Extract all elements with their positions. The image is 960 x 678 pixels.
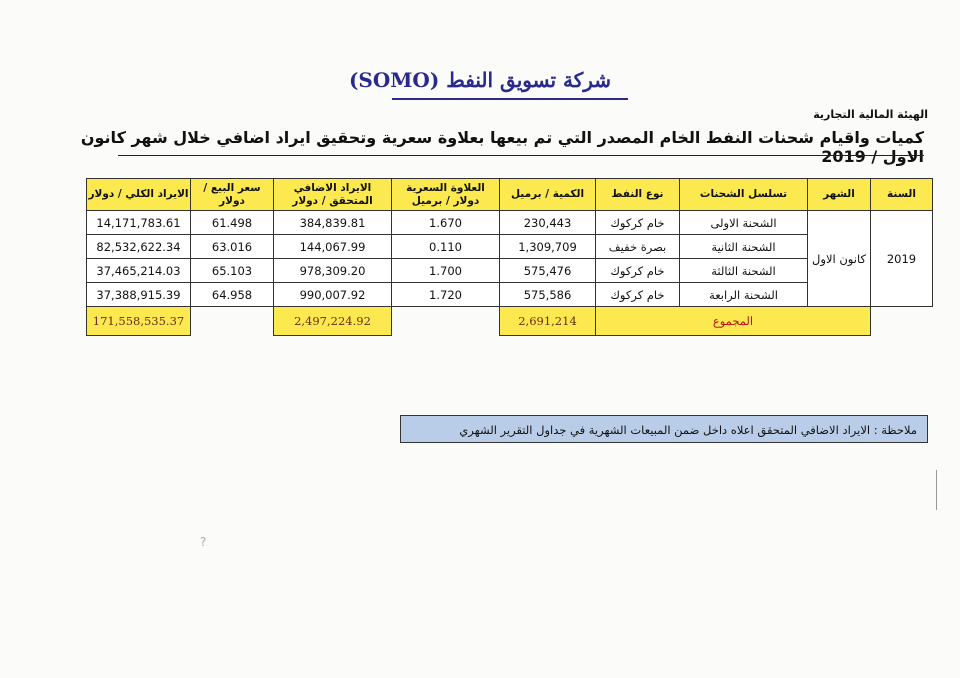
- oil-type-cell: خام كركوك: [596, 283, 680, 307]
- table-row: [87, 283, 933, 307]
- sequence-cell: الشحنة الرابعة: [680, 283, 808, 307]
- total-revenue-cell: 14,171,783.61: [87, 211, 191, 235]
- total-revenue-cell: 37,465,214.03: [87, 259, 191, 283]
- sequence-cell: الشحنة الثانية: [680, 235, 808, 259]
- note-box: ملاحظة : الايراد الاضافي المتحقق اعلاه داخل ضمن المبيعات الشهرية في جداول التقرير الشهري: [400, 415, 928, 443]
- total-revenue-cell: 82,532,622.34: [87, 235, 191, 259]
- header-sequence: تسلسل الشحنات: [680, 179, 808, 211]
- oil-type-cell: خام كركوك: [596, 211, 680, 235]
- header-premium: العلاوة السعرية دولار / برميل: [392, 179, 500, 211]
- header-quantity: الكمية / برميل: [500, 179, 596, 211]
- stray-mark: ?: [200, 535, 207, 549]
- quantity-cell: 230,443: [500, 211, 596, 235]
- sale-price-cell: 61.498: [191, 211, 274, 235]
- header-month: الشهر: [808, 179, 871, 211]
- sale-price-cell: 64.958: [191, 283, 274, 307]
- report-subtitle: كميات واقيام شحنات النفط الخام المصدر التي تم بيعها بعلاوة سعرية وتحقيق ايراد اضافي خلال شهر كانون الاول / 2019: [80, 128, 924, 166]
- table-row: [87, 235, 933, 259]
- total-revenue-cell: 37,388,915.39: [87, 283, 191, 307]
- department-label: الهيئة المالية التجارية: [813, 108, 928, 121]
- quantity-cell: 575,586: [500, 283, 596, 307]
- total-quantity: 2,691,214: [500, 307, 596, 336]
- totals-label: المجموع: [596, 307, 871, 336]
- blank-cell: [191, 307, 274, 336]
- company-title: شركة تسويق النفط (SOMO): [348, 68, 612, 92]
- quantity-cell: 1,309,709: [500, 235, 596, 259]
- oil-type-cell: بصرة خفيف: [596, 235, 680, 259]
- sale-price-cell: 65.103: [191, 259, 274, 283]
- sale-price-cell: 63.016: [191, 235, 274, 259]
- total-extra-revenue: 2,497,224.92: [274, 307, 392, 336]
- quantity-cell: 575,476: [500, 259, 596, 283]
- subtitle-underline: [118, 155, 924, 156]
- table-row: [87, 211, 933, 235]
- totals-row: [87, 307, 933, 336]
- year-cell: 2019: [871, 211, 933, 307]
- month-cell: كانون الاول: [808, 211, 871, 307]
- table-row: [87, 259, 933, 283]
- oil-type-cell: خام كركوك: [596, 259, 680, 283]
- premium-cell: 1.720: [392, 283, 500, 307]
- header-extra-revenue: الايراد الاضافي المتحقق / دولار: [274, 179, 392, 211]
- title-underline: [392, 98, 628, 100]
- premium-cell: 0.110: [392, 235, 500, 259]
- header-total-revenue: الايراد الكلي / دولار: [87, 179, 191, 211]
- sequence-cell: الشحنة الثالثة: [680, 259, 808, 283]
- premium-cell: 1.700: [392, 259, 500, 283]
- header-sale-price: سعر البيع / دولار: [191, 179, 274, 211]
- total-revenue: 171,558,535.37: [87, 307, 191, 336]
- sequence-cell: الشحنة الاولى: [680, 211, 808, 235]
- header-oil-type: نوع النفط: [596, 179, 680, 211]
- blank-cell: [871, 307, 933, 336]
- table-header-row: [87, 179, 933, 211]
- extra-revenue-cell: 978,309.20: [274, 259, 392, 283]
- extra-revenue-cell: 990,007.92: [274, 283, 392, 307]
- premium-cell: 1.670: [392, 211, 500, 235]
- margin-line: [936, 470, 937, 510]
- header-year: السنة: [871, 179, 933, 211]
- extra-revenue-cell: 144,067.99: [274, 235, 392, 259]
- blank-cell: [392, 307, 500, 336]
- shipments-table: [86, 178, 933, 336]
- extra-revenue-cell: 384,839.81: [274, 211, 392, 235]
